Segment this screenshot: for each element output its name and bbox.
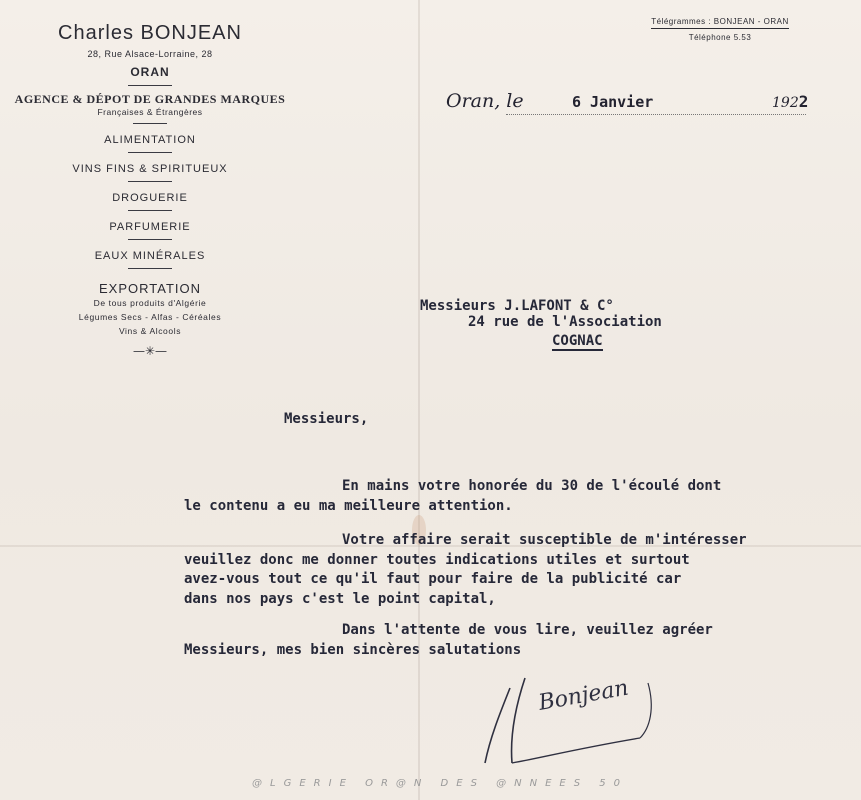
divider: [128, 181, 172, 182]
body-line: Dans l'attente de vous lire, veuillez agréer: [342, 622, 713, 638]
paragraph-1: [184, 477, 861, 516]
date-year: [772, 92, 808, 111]
telegram-block: [630, 17, 810, 42]
body-line: veuillez donc me donner toutes indications utiles et surtout: [184, 551, 690, 568]
letterhead: [0, 22, 300, 358]
export-line: Vins & Alcools: [118, 326, 182, 336]
category-item: ALIMENTATION: [104, 134, 196, 146]
paper-fold-vertical: [418, 0, 420, 800]
svg-text:Bonjean: Bonjean: [536, 675, 631, 716]
body-line: le contenu a eu ma meilleure attention.: [184, 497, 513, 514]
company-address: 28, Rue Alsace-Lorraine, 28: [87, 49, 213, 59]
divider: [128, 152, 172, 153]
company-name: Charles BONJEAN: [58, 22, 242, 44]
dateline: [446, 88, 826, 118]
export-line: Légumes Secs - Alfas - Céréales: [78, 312, 222, 322]
recipient-city: COGNAC: [552, 333, 603, 349]
divider: [128, 85, 172, 86]
body-line: dans nos pays c'est le point capital,: [184, 590, 496, 607]
telephone-number: Téléphone 5.53: [688, 33, 752, 42]
telegram-address: Télégrammes : BONJEAN - ORAN: [651, 17, 789, 29]
year-digit: 2: [798, 92, 809, 111]
agency-title: AGENCE & DÉPOT DE GRANDES MARQUES: [14, 92, 286, 106]
year-prefix: 192: [772, 95, 799, 111]
divider: [128, 210, 172, 211]
date-underline: [506, 114, 806, 115]
ornament-icon: —✳—: [132, 344, 168, 358]
body-line: En mains votre honorée du 30 de l'écoulé dont: [342, 478, 722, 494]
divider: [128, 268, 172, 269]
recipient-line: Messieurs J.LAFONT & C°: [420, 298, 614, 314]
date-value: 6 Janvier: [572, 93, 654, 111]
export-line: De tous produits d'Algérie: [93, 298, 207, 308]
body-line: Votre affaire serait susceptible de m'intéresser: [342, 532, 747, 548]
agency-subtitle: Françaises & Étrangères: [97, 107, 203, 117]
divider: [133, 123, 167, 124]
paragraph-2: [184, 531, 861, 609]
body-line: Messieurs, mes bien sincères salutations: [184, 641, 522, 658]
company-city: ORAN: [130, 65, 170, 79]
category-item: DROGUERIE: [112, 192, 188, 204]
category-item: EAUX MINÉRALES: [94, 250, 206, 262]
salutation: Messieurs,: [284, 411, 369, 427]
category-item: VINS FINS & SPIRITUEUX: [72, 163, 228, 175]
watermark: @LGERIE OR@N DES @NNEES 50: [252, 778, 628, 789]
category-item: PARFUMERIE: [109, 221, 191, 233]
body-line: avez-vous tout ce qu'il faut pour faire de la publicité car: [184, 571, 682, 587]
paragraph-3: [184, 621, 861, 660]
divider: [128, 239, 172, 240]
recipient-line: 24 rue de l'Association: [468, 314, 662, 330]
handwritten-signature: [470, 668, 670, 768]
date-city: Oran, le: [446, 90, 524, 112]
export-title: EXPORTATION: [98, 281, 201, 296]
